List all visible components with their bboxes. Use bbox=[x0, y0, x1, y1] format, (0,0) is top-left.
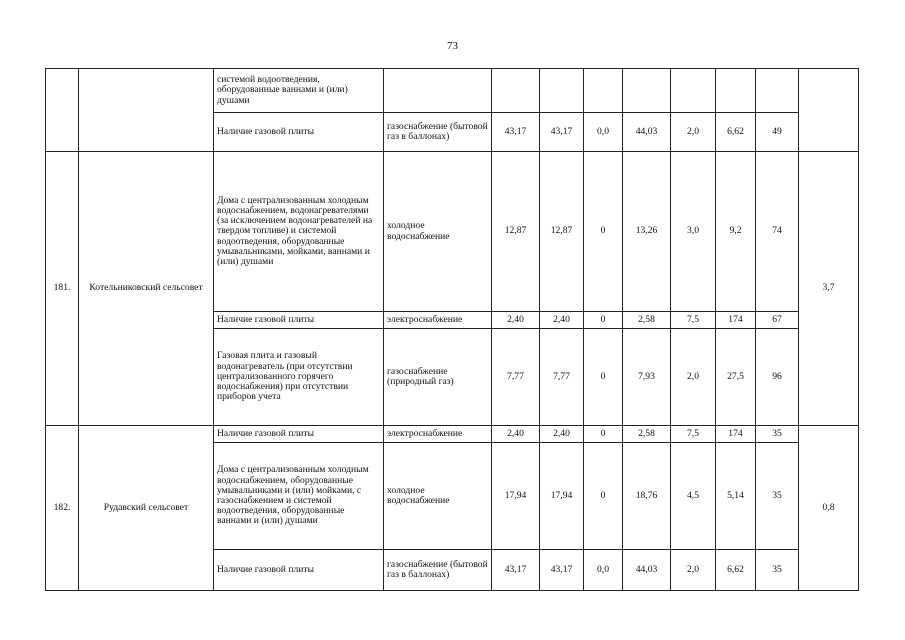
value-cell: 0 bbox=[584, 443, 623, 550]
value-cell: 2,58 bbox=[623, 426, 671, 443]
value-cell: 96 bbox=[756, 329, 799, 426]
utility-resource: газоснабжение (бытовой газ в баллонах) bbox=[384, 113, 492, 152]
value-cell: 17,94 bbox=[540, 443, 584, 550]
value-cell: 7,77 bbox=[540, 329, 584, 426]
value-cell: 43,17 bbox=[540, 113, 584, 152]
value-cell: 2,0 bbox=[671, 550, 716, 591]
utility-resource: холодное водоснабжение bbox=[384, 443, 492, 550]
utility-resource: газоснабжение (природный газ) bbox=[384, 329, 492, 426]
value-cell: 0 bbox=[584, 312, 623, 329]
housing-description: системой водоотведения, оборудованные ваннами и (или) душами bbox=[214, 69, 384, 113]
value-cell: 7,93 bbox=[623, 329, 671, 426]
table-row bbox=[46, 426, 859, 443]
value-cell bbox=[671, 69, 716, 113]
value-cell bbox=[623, 69, 671, 113]
row-number: 182. bbox=[46, 426, 79, 591]
value-cell: 35 bbox=[756, 443, 799, 550]
coefficient-cell: 3,7 bbox=[799, 152, 859, 426]
settlement-name: Рудавский сельсовет bbox=[79, 426, 214, 591]
value-cell: 18,76 bbox=[623, 443, 671, 550]
value-cell: 44,03 bbox=[623, 550, 671, 591]
value-cell: 12,87 bbox=[492, 152, 540, 312]
utility-resource: электроснабжение bbox=[384, 312, 492, 329]
value-cell bbox=[756, 69, 799, 113]
value-cell: 67 bbox=[756, 312, 799, 329]
value-cell: 0 bbox=[584, 329, 623, 426]
value-cell: 43,17 bbox=[492, 550, 540, 591]
coefficient-cell bbox=[799, 69, 859, 152]
value-cell: 2,0 bbox=[671, 113, 716, 152]
tariff-table bbox=[45, 68, 859, 591]
value-cell: 2,58 bbox=[623, 312, 671, 329]
value-cell: 43,17 bbox=[540, 550, 584, 591]
housing-description: Наличие газовой плиты bbox=[214, 550, 384, 591]
value-cell: 2,40 bbox=[540, 426, 584, 443]
utility-resource bbox=[384, 69, 492, 113]
value-cell bbox=[584, 69, 623, 113]
row-number bbox=[46, 69, 79, 152]
utility-resource: газоснабжение (бытовой газ в баллонах) bbox=[384, 550, 492, 591]
value-cell: 0,0 bbox=[584, 113, 623, 152]
coefficient-cell: 0,8 bbox=[799, 426, 859, 591]
value-cell: 4,5 bbox=[671, 443, 716, 550]
value-cell bbox=[716, 69, 756, 113]
value-cell: 27,5 bbox=[716, 329, 756, 426]
row-number: 181. bbox=[46, 152, 79, 426]
value-cell: 2,0 bbox=[671, 329, 716, 426]
housing-description: Наличие газовой плиты bbox=[214, 113, 384, 152]
value-cell: 13,26 bbox=[623, 152, 671, 312]
value-cell: 5,14 bbox=[716, 443, 756, 550]
housing-description: Дома с централизованным холодным водоснабжением, водонагревателями (за исключением водонагревателей на твердом топливе) и системой водоотведения, оборудованные умывальниками, мойками, ваннами и (или) душами bbox=[214, 152, 384, 312]
value-cell: 0 bbox=[584, 152, 623, 312]
value-cell: 6,62 bbox=[716, 550, 756, 591]
settlement-name: Котельниковский сельсовет bbox=[79, 152, 214, 426]
value-cell bbox=[492, 69, 540, 113]
value-cell: 7,77 bbox=[492, 329, 540, 426]
value-cell: 9,2 bbox=[716, 152, 756, 312]
utility-resource: холодное водоснабжение bbox=[384, 152, 492, 312]
settlement-name bbox=[79, 69, 214, 152]
value-cell: 12,87 bbox=[540, 152, 584, 312]
housing-description: Дома с централизованным холодным водоснабжением, оборудованные умывальниками и (или) мойками, с газоснабжением и системой водоотведения, оборудованные ваннами и (или) душами bbox=[214, 443, 384, 550]
value-cell: 43,17 bbox=[492, 113, 540, 152]
value-cell: 17,94 bbox=[492, 443, 540, 550]
housing-description: Газовая плита и газовый водонагреватель (при отсутствии централизованного горячего водоснабжения) при отсутствии приборов учета bbox=[214, 329, 384, 426]
value-cell: 0,0 bbox=[584, 550, 623, 591]
value-cell: 7,5 bbox=[671, 426, 716, 443]
value-cell: 74 bbox=[756, 152, 799, 312]
value-cell: 44,03 bbox=[623, 113, 671, 152]
value-cell: 174 bbox=[716, 426, 756, 443]
value-cell: 49 bbox=[756, 113, 799, 152]
table-row bbox=[46, 69, 859, 113]
value-cell: 7,5 bbox=[671, 312, 716, 329]
value-cell: 6,62 bbox=[716, 113, 756, 152]
value-cell bbox=[540, 69, 584, 113]
housing-description: Наличие газовой плиты bbox=[214, 426, 384, 443]
value-cell: 2,40 bbox=[492, 426, 540, 443]
value-cell: 174 bbox=[716, 312, 756, 329]
page-number: 73 bbox=[447, 40, 458, 52]
value-cell: 2,40 bbox=[492, 312, 540, 329]
value-cell: 2,40 bbox=[540, 312, 584, 329]
utility-resource: электроснабжение bbox=[384, 426, 492, 443]
value-cell: 3,0 bbox=[671, 152, 716, 312]
table-row bbox=[46, 152, 859, 312]
value-cell: 0 bbox=[584, 426, 623, 443]
value-cell: 35 bbox=[756, 426, 799, 443]
housing-description: Наличие газовой плиты bbox=[214, 312, 384, 329]
value-cell: 35 bbox=[756, 550, 799, 591]
